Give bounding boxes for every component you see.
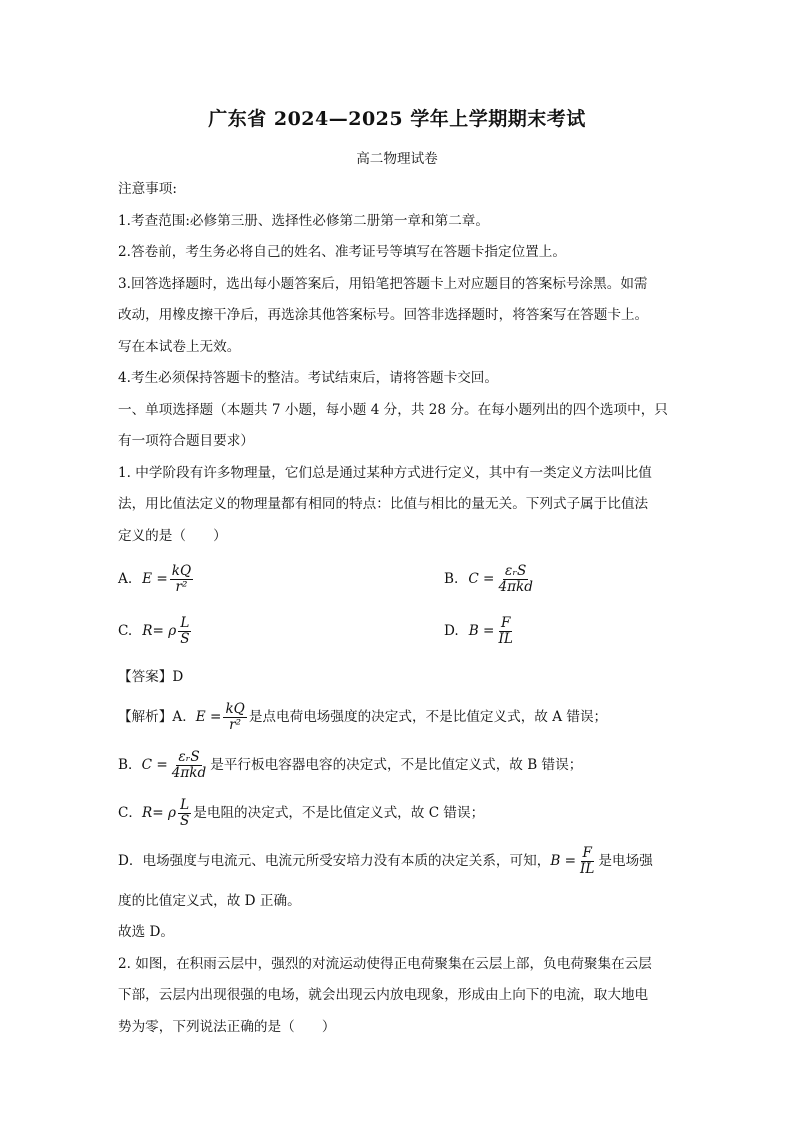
- answer-key: 【答案】D: [118, 669, 184, 685]
- formula-b-lhs: C =: [468, 571, 495, 587]
- formula-a-numerator: kQ: [171, 563, 192, 580]
- analysis-formula-b-denominator: 4πkd: [171, 765, 207, 781]
- notice-item: 1.考查范围:必修第三册、选择性必修第二册第一章和第二章。: [118, 212, 489, 229]
- formula-d-numerator: F: [500, 615, 511, 632]
- analysis-b-text: 是平行板电容器电容的决定式，不是比值定义式，故 B 错误；: [210, 756, 583, 773]
- formula-d: [469, 616, 517, 648]
- analysis-formula-b-numerator: εᵣS: [178, 749, 200, 766]
- formula-a-denominator: r²: [175, 579, 188, 596]
- notice-heading: 注意事项:: [118, 181, 177, 197]
- section-heading: 有一项符合题目要求）: [118, 433, 254, 449]
- option-b: [444, 564, 537, 596]
- page-title: 广东省 2024—2025 学年上学期期末考试: [208, 108, 586, 130]
- formula-c-numerator: L: [180, 615, 190, 632]
- notice-item: 改动，用橡皮擦干净后，再选涂其他答案标号。回答非选择题时，将答案写在答题卡上。: [118, 307, 649, 323]
- page-subtitle: 高二物理试卷: [356, 151, 438, 167]
- analysis-d: [118, 838, 684, 886]
- analysis-a-text: 是点电荷电场强度的决定式，不是比值定义式，故 A 错误；: [248, 708, 608, 725]
- formula-c: [142, 616, 193, 648]
- formula-d-denominator: IL: [498, 631, 513, 648]
- analysis-formula-a-denominator: r²: [229, 717, 242, 733]
- option-a-label: A.: [118, 571, 133, 587]
- question-1-stem: 1. 中学阶段有许多物理量，它们总是通过某种方式进行定义，其中有一类定义方法叫比值: [118, 464, 652, 481]
- analysis-b: [118, 742, 684, 790]
- option-c-label: C.: [118, 623, 133, 639]
- analysis-a: [118, 694, 684, 742]
- analysis-b-label: B．: [118, 756, 142, 773]
- analysis-formula-a-lhs: E =: [195, 708, 222, 725]
- analysis-formula-c-denominator: S: [179, 813, 190, 829]
- option-a: [118, 564, 195, 596]
- analysis-formula-b-lhs: C =: [141, 756, 168, 773]
- analysis-c-text: 是电阻的决定式，不是比值定义式，故 C 错误；: [193, 804, 485, 821]
- question-2-stem: 势为零，下列说法正确的是（ ）: [118, 1018, 336, 1035]
- question-1-stem: 法，用比值法定义的物理量都有相同的特点：比值与相比的量无关。下列式子属于比值法: [118, 496, 649, 512]
- analysis-formula-c-numerator: L: [180, 797, 190, 814]
- exam-content: [118, 174, 684, 1043]
- formula-a-lhs: E =: [142, 571, 168, 587]
- option-b-label: B.: [444, 571, 459, 587]
- question-1-options: [118, 558, 684, 662]
- analysis-formula-d-denominator: IL: [580, 861, 595, 877]
- analysis-formula-d-lhs: B =: [550, 852, 577, 869]
- analysis-formula-b: [142, 750, 211, 782]
- notice-item: 3.回答选择题时，选出每小题答案后，用铅笔把答题卡上对应题目的答案标号涂黑。如需: [118, 275, 648, 292]
- analysis-label: 【解析】A．: [118, 708, 196, 725]
- question-2-stem: 2. 如图，在积雨云层中，强烈的对流运动使得正电荷聚集在云层上部，负电荷聚集在云层: [118, 955, 652, 972]
- section-heading: 一、单项选择题（本题共 7 小题，每小题 4 分，共 28 分。在每小题列出的四个选项中，只: [118, 401, 668, 418]
- analysis-formula-c: [142, 798, 193, 830]
- question-1-stem: 定义的是（ ）: [118, 527, 227, 544]
- option-c: [118, 616, 194, 648]
- analysis-d-continued: 度的比值定义式，故 D 正确。: [118, 892, 301, 909]
- analysis-c-label: C．: [118, 804, 142, 821]
- analysis-d-text-2: 是电场强: [598, 852, 653, 869]
- analysis-formula-a: [196, 702, 249, 734]
- formula-c-denominator: S: [180, 631, 190, 648]
- notice-item: 4.考生必须保持答题卡的整洁。考试结束后，请将答题卡交回。: [118, 370, 498, 386]
- formula-c-lhs: R= ρ: [142, 623, 177, 639]
- formula-d-lhs: B =: [468, 623, 495, 639]
- notice-item: 写在本试卷上无效。: [118, 338, 241, 355]
- formula-b-numerator: εᵣS: [505, 563, 527, 580]
- option-d-label: D.: [444, 623, 459, 639]
- analysis-formula-a-numerator: kQ: [225, 701, 245, 718]
- conclusion: 故选 D。: [118, 924, 175, 940]
- notice-item: 2.答卷前，考生务必将自己的姓名、准考证号等填写在答题卡指定位置上。: [118, 244, 566, 260]
- formula-b-denominator: 4πkd: [498, 579, 533, 596]
- formula-a: [142, 564, 195, 596]
- question-2-stem: 下部，云层内出现很强的电场，就会出现云内放电现象，形成由上向下的电流，取大地电: [118, 987, 649, 1003]
- analysis-formula-d-numerator: F: [582, 845, 592, 862]
- analysis-formula-c-lhs: R= ρ: [142, 804, 176, 821]
- analysis-c: [118, 790, 684, 838]
- analysis-formula-d: [550, 846, 598, 878]
- formula-b: [468, 564, 537, 596]
- option-d: [444, 616, 517, 648]
- analysis-d-text: D．电场强度与电流元、电流元所受安培力没有本质的决定关系，可知，: [118, 852, 551, 869]
